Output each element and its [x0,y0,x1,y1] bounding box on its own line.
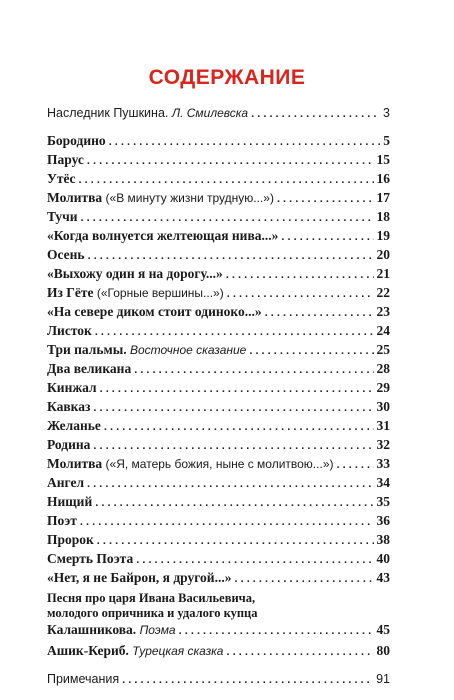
toc-entry-pesnya[interactable] [47,591,390,638]
toc-entry[interactable] [47,416,390,435]
toc-entry-page: 40 [376,551,390,566]
toc-entry-page: 35 [376,494,390,509]
toc-entry-title: Ашик-Кериб. [47,643,129,658]
toc-entry-page: 5 [383,133,390,148]
toc-entry-page: 30 [376,399,390,414]
toc-entry-page: 80 [376,643,390,658]
toc-entry-page: 25 [376,342,390,357]
toc-entry-page: 91 [376,672,390,686]
toc-entry-title: Два великана [47,361,132,376]
dot-leader [122,671,373,690]
toc-entry-page: 28 [376,361,390,376]
toc-entry-title-line: Калашникова. [47,622,137,637]
toc-entry-title: Наследник Пушкина. [47,106,169,120]
toc-entry-page: 33 [376,456,390,471]
toc-entry[interactable] [47,283,390,302]
toc-entry[interactable] [47,511,390,530]
toc-entry-page: 20 [376,247,390,262]
toc-entry-subtitle: («Горные вершины...») [96,286,224,300]
dot-leader [234,570,373,589]
toc-entry-title: Молитва [47,190,103,205]
toc-entry-title: Кинжал [47,380,97,395]
toc-entry-title: Поэт [47,513,77,528]
dot-leader [251,105,380,124]
toc-entry[interactable] [47,378,390,397]
toc-entry-title: Осень [47,247,85,262]
toc-entry-page: 15 [376,152,390,167]
dot-leader [179,623,374,640]
toc-entry-title: «Нет, я не Байрон, я другой...» [47,570,232,585]
toc-entry-page: 16 [376,171,390,186]
toc-entry[interactable] [47,321,390,340]
toc-entry-note: Турецкая сказка [132,644,224,658]
toc-entry-notes[interactable] [47,670,390,689]
toc-entry[interactable] [47,131,390,150]
toc-entry-intro[interactable] [47,104,390,123]
toc-entry-title: Желанье [47,418,101,433]
toc-entry-title: Парус [47,152,84,167]
toc-entries [47,131,390,587]
toc-entry-title: Тучи [47,209,78,224]
toc-entry-title: Пророк [47,532,94,547]
toc-entry[interactable] [47,169,390,188]
toc-entry-page: 23 [376,304,390,319]
toc-entry-title: «Выхожу один я на дорогу...» [47,266,223,281]
toc-entry[interactable] [47,435,390,454]
toc-entry-page: 38 [376,532,390,547]
toc-entry-title: Листок [47,323,92,338]
toc-entry-note: Восточное сказание [130,343,247,357]
toc-entry[interactable] [47,568,390,587]
toc-entry[interactable] [47,492,390,511]
toc-entry-title: Из Гёте [47,285,94,300]
dot-leader [226,643,373,662]
toc-entry[interactable] [47,302,390,321]
toc-entry[interactable] [47,150,390,169]
toc-entry[interactable] [47,530,390,549]
toc-entry-page: 19 [376,228,390,243]
toc-entry[interactable] [47,226,390,245]
toc-entry[interactable] [47,207,390,226]
toc-entry-subtitle: («В минуту жизни трудную...») [105,191,274,205]
toc-entry-page: 21 [376,266,390,281]
toc-entry-title: Родина [47,437,91,452]
toc-entry-page: 45 [376,622,390,637]
toc-entry-title-line: Песня про царя Ивана Васильевича, [47,591,256,605]
toc-entry-title: «На севере диком стоит одиноко...» [47,304,262,319]
toc-entry[interactable] [47,473,390,492]
table-of-contents [47,104,390,689]
toc-entry-title: Молитва [47,456,103,471]
toc-entry-title: Утёс [47,171,76,186]
toc-entry[interactable] [47,245,390,264]
toc-entry-page: 32 [376,437,390,452]
toc-entry-page: 3 [383,106,390,120]
toc-entry-page: 36 [376,513,390,528]
toc-entry-author: Л. Смилевска [171,106,249,120]
toc-entry-page: 17 [376,190,390,205]
toc-entry-title: Ангел [47,475,85,490]
toc-entry-title: Примечания [47,672,120,686]
toc-entry[interactable] [47,264,390,283]
toc-entry-title: Смерть Поэта [47,551,134,566]
toc-entry-ashik[interactable] [47,641,390,660]
toc-entry-subtitle: («Я, матерь божия, ныне с молитвою...») [105,457,334,471]
toc-entry[interactable] [47,549,390,568]
toc-entry-title: Бородино [47,133,106,148]
toc-entry[interactable] [47,359,390,378]
toc-entry-title: Три пальмы. [47,342,127,357]
toc-entry-title: «Когда волнуется желтеющая нива...» [47,228,279,243]
toc-entry[interactable] [47,454,390,473]
toc-entry-title-line: молодого опричника и удалого купца [47,606,258,620]
toc-entry-page: 18 [376,209,390,224]
toc-entry-note: Поэма [139,623,176,637]
toc-entry-page: 43 [376,570,390,585]
toc-entry-title: Нищий [47,494,93,509]
toc-entry-title: Кавказ [47,399,91,414]
toc-entry-page: 29 [376,380,390,395]
toc-entry-page: 34 [376,475,390,490]
toc-entry[interactable] [47,397,390,416]
toc-entry-page: 24 [376,323,390,338]
toc-entry[interactable] [47,188,390,207]
toc-entry[interactable] [47,340,390,359]
toc-entry-page: 22 [376,285,390,300]
toc-entry-page: 31 [376,418,390,433]
page-title: СОДЕРЖАНИЕ [148,66,306,89]
